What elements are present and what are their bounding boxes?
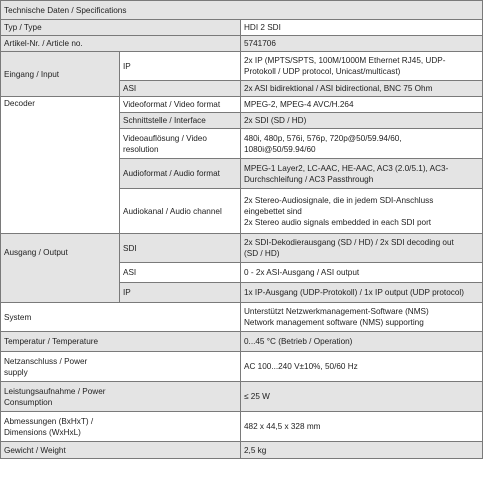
resolution-label-line-1: Videoauflösung / Video [123, 133, 207, 143]
row-label-output-cell [1, 234, 120, 303]
row-label-power [1, 352, 241, 382]
row-sublabel-videoformat: Videoformat / Video format [120, 97, 241, 113]
row-label-input [1, 52, 120, 97]
row-value-input-asi: 2x ASI bidirektional / ASI bidirectional, BNC 75 Ohm [241, 81, 483, 97]
audiochannel-value-line-1: 2x Stereo-Audiosignale, die in jedem SDI-Anschluss [244, 195, 434, 205]
audiochannel-value-line-2: eingebettet sind [244, 206, 302, 216]
row-value-article: 5741706 [241, 36, 483, 52]
table-row-output-sdi [1, 234, 483, 263]
table-row-input-ip [1, 52, 483, 81]
input-ip-line-1: 2x IP (MPTS/SPTS, 100M/1000M Ethernet RJ45, UDP- [244, 56, 446, 65]
output-sdi-line-2: (SD / HD) [244, 249, 280, 258]
output-sdi-line-1: 2x SDI-Dekodierausgang (SD / HD) / 2x SDI decoding out [244, 238, 454, 247]
row-sublabel-input-asi: ASI [120, 81, 241, 97]
row-value-power: AC 100...240 V±10%, 50/60 Hz [241, 352, 483, 382]
row-label-dimensions [1, 412, 241, 442]
input-label-text: Eingang / Input [4, 69, 60, 79]
row-value-output-sdi [241, 234, 483, 263]
row-value-output-ip: 1x IP-Ausgang (UDP-Protokoll) / 1x IP output (UDP protocol) [241, 283, 483, 303]
row-sublabel-interface: Schnittstelle / Interface [120, 113, 241, 129]
row-value-weight: 2,5 kg [241, 442, 483, 459]
row-label-consumption [1, 382, 241, 412]
output-label-text: Ausgang / Output [4, 247, 68, 257]
table-row-power [1, 352, 483, 382]
table-row-dimensions [1, 412, 483, 442]
row-value-type: HDI 2 SDI [241, 20, 483, 36]
table-row-temperature [1, 332, 483, 352]
resolution-value-line-2: 1080i@50/59.94/60 [244, 144, 316, 154]
table-row-weight [1, 442, 483, 459]
row-sublabel-output-sdi: SDI [120, 234, 241, 263]
system-value-line-2: Network management software (NMS) supporting [244, 318, 424, 327]
row-label-temperature: Temperatur / Temperature [1, 332, 241, 352]
dimensions-label-line-1: Abmessungen (BxHxT) / [4, 416, 94, 426]
row-label-system: System [1, 303, 241, 332]
row-sublabel-output-asi: ASI [120, 263, 241, 283]
power-label-line-1: Netzanschluss / Power [4, 356, 88, 366]
row-sublabel-audioformat: Audioformat / Audio format [120, 159, 241, 189]
row-value-system [241, 303, 483, 332]
audioformat-value-line-2: Durchschleifung / AC3 Passthrough [244, 174, 374, 184]
system-value-line-1: Unterstützt Netzwerkmanagement-Software (NMS) [244, 307, 429, 316]
row-value-resolution [241, 129, 483, 159]
input-ip-line-2: Protokoll / UDP protocol, Unicast/multicast) [244, 67, 401, 76]
resolution-value-line-1: 480i, 480p, 576i, 576p, 720p@50/59.94/60, [244, 133, 402, 143]
row-label-decoder: Decoder [1, 97, 120, 234]
consumption-label-line-1: Leistungsaufnahme / Power [4, 386, 106, 396]
row-label-article: Artikel-Nr. / Article no. [1, 36, 241, 52]
audiochannel-value-line-3: 2x Stereo audio signals embedded in each SDI port [244, 217, 432, 227]
power-label-line-2: supply [4, 367, 28, 377]
row-value-interface: 2x SDI (SD / HD) [241, 113, 483, 129]
row-sublabel-resolution [120, 129, 241, 159]
table-row-type [1, 20, 483, 36]
row-value-output-asi: 0 - 2x ASI-Ausgang / ASI output [241, 263, 483, 283]
consumption-label-line-2: Consumption [4, 397, 53, 407]
row-sublabel-output-ip: IP [120, 283, 241, 303]
row-value-audiochannel [241, 189, 483, 234]
row-value-input-ip [241, 52, 483, 81]
table-row-decoder-videoformat [1, 97, 483, 113]
row-label-weight: Gewicht / Weight [1, 442, 241, 459]
table-header-row [1, 1, 483, 20]
audioformat-value-line-1: MPEG-1 Layer2, LC-AAC, HE-AAC, AC3 (2.0/5.1), AC3- [244, 163, 449, 173]
row-value-dimensions: 482 x 44,5 x 328 mm [241, 412, 483, 442]
table-title: Technische Daten / Specifications [1, 1, 483, 20]
dimensions-label-line-2: Dimensions (WxHxL) [4, 427, 81, 437]
row-sublabel-audiochannel: Audiokanal / Audio channel [120, 189, 241, 234]
row-sublabel-input-ip: IP [120, 52, 241, 81]
row-value-videoformat: MPEG-2, MPEG-4 AVC/H.264 [241, 97, 483, 113]
table-row-article [1, 36, 483, 52]
table-row-consumption [1, 382, 483, 412]
row-value-consumption: ≤ 25 W [241, 382, 483, 412]
table-row-system [1, 303, 483, 332]
row-value-temperature: 0...45 °C (Betrieb / Operation) [241, 332, 483, 352]
row-label-type: Typ / Type [1, 20, 241, 36]
resolution-label-line-2: resolution [123, 144, 159, 154]
row-value-audioformat [241, 159, 483, 189]
